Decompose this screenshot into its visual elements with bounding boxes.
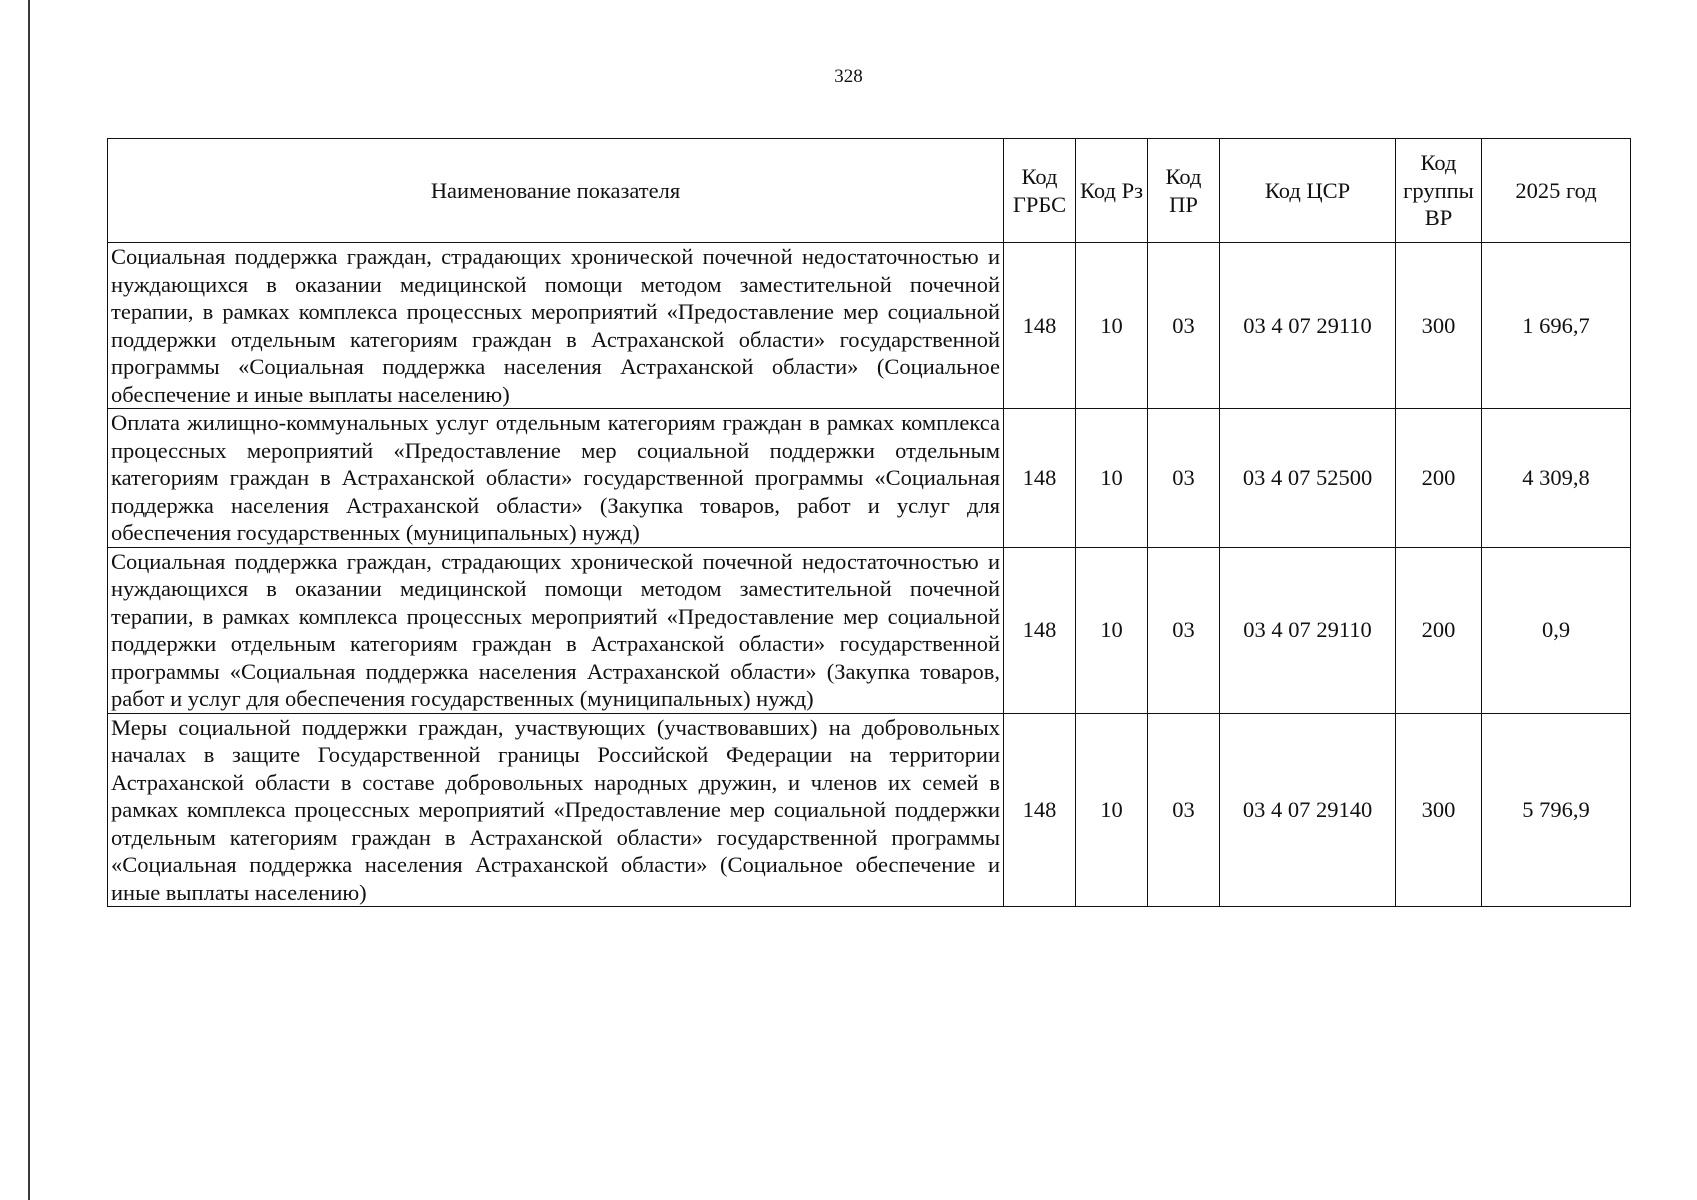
header-pr: Код ПР [1148,139,1220,243]
binding-edge-line [28,0,30,1200]
row-pr-cell: 03 [1148,243,1220,409]
header-csr: Код ЦСР [1220,139,1396,243]
header-vr: Код группы ВР [1396,139,1482,243]
row-amount-cell: 0,9 [1482,547,1631,713]
page-number: 328 [834,66,863,87]
row-amount-cell: 1 696,7 [1482,243,1631,409]
row-csr-cell: 03 4 07 29110 [1220,243,1396,409]
row-pr-cell: 03 [1148,409,1220,548]
row-csr-cell: 03 4 07 29140 [1220,713,1396,907]
row-name-cell: Оплата жилищно-коммунальных услуг отдельным категориям граждан в рамках комплекса процессных мероприятий «Предоставление мер социальной поддержки отдельным категориям граждан в Астраханской области» государственной программы «Социальная поддержка населения Астраханской области» (Закупка товаров, работ и услуг для обеспечения государственных (муниципальных) нужд) [108,409,1004,548]
row-csr-cell: 03 4 07 52500 [1220,409,1396,548]
row-vr-cell: 200 [1396,547,1482,713]
header-grbs: Код ГРБС [1004,139,1076,243]
row-grbs-cell: 148 [1004,713,1076,907]
row-amount-cell: 5 796,9 [1482,713,1631,907]
row-vr-cell: 300 [1396,713,1482,907]
row-vr-cell: 200 [1396,409,1482,548]
table-row [108,547,1631,713]
row-rz-cell: 10 [1076,243,1148,409]
row-grbs-cell: 148 [1004,547,1076,713]
row-grbs-cell: 148 [1004,243,1076,409]
row-pr-cell: 03 [1148,713,1220,907]
table-row [108,713,1631,907]
row-rz-cell: 10 [1076,713,1148,907]
table-header-row [108,139,1631,243]
row-amount-cell: 4 309,8 [1482,409,1631,548]
row-vr-cell: 300 [1396,243,1482,409]
row-name-cell: Социальная поддержка граждан, страдающих хронической почечной недостаточностью и нуждающихся в оказании медицинской помощи методом заместительной почечной терапии, в рамках комплекса процессных мероприятий «Предоставление мер социальной поддержки отдельным категориям граждан в Астраханской области» государственной программы «Социальная поддержка населения Астраханской области» (Социальное обеспечение и иные выплаты населению) [108,243,1004,409]
row-csr-cell: 03 4 07 29110 [1220,547,1396,713]
row-rz-cell: 10 [1076,409,1148,548]
header-name: Наименование показателя [108,139,1004,243]
budget-table [107,138,1631,907]
header-year: 2025 год [1482,139,1631,243]
row-pr-cell: 03 [1148,547,1220,713]
table-row [108,409,1631,548]
row-name-cell: Социальная поддержка граждан, страдающих хронической почечной недостаточностью и нуждающихся в оказании медицинской помощи методом заместительной почечной терапии, в рамках комплекса процессных мероприятий «Предоставление мер социальной поддержки отдельным категориям граждан в Астраханской области» государственной программы «Социальная поддержка населения Астраханской области» (Закупка товаров, работ и услуг для обеспечения государственных (муниципальных) нужд) [108,547,1004,713]
row-grbs-cell: 148 [1004,409,1076,548]
row-rz-cell: 10 [1076,547,1148,713]
table-row [108,243,1631,409]
header-rz: Код Рз [1076,139,1148,243]
row-name-cell: Меры социальной поддержки граждан, участвующих (участвовавших) на добровольных началах в защите Государственной границы Российской Федерации на территории Астраханской области в составе добровольных народных дружин, и членов их семей в рамках комплекса процессных мероприятий «Предоставление мер социальной поддержки отдельным категориям граждан в Астраханской области» государственной программы «Социальная поддержка населения Астраханской области» (Социальное обеспечение и иные выплаты населению) [108,713,1004,907]
